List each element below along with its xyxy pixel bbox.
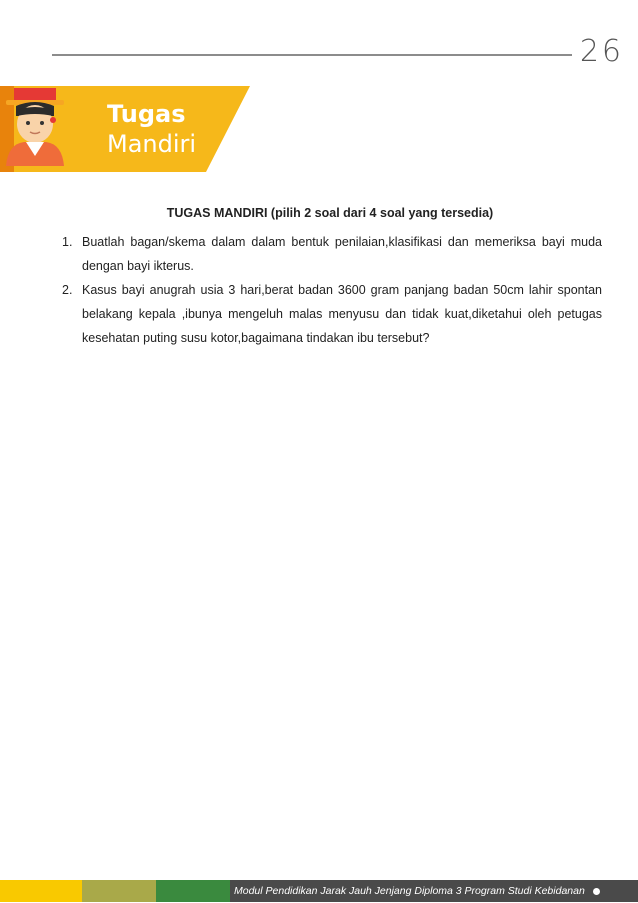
page-number: 26	[579, 34, 624, 69]
section-banner	[0, 86, 260, 176]
task-text: Buatlah bagan/skema dalam dalam bentuk penilaian,klasifikasi dan memeriksa bayi muda dengan bayi ikterus.	[82, 235, 602, 273]
banner-subtitle: Mandiri	[107, 130, 197, 158]
footer-segment-olive	[82, 880, 156, 902]
task-text: Kasus bayi anugrah usia 3 hari,berat badan 3600 gram panjang badan 50cm lahir spontan belakang kepala ,ibunya mengeluh malas menyusu dan tidak kuat,diketahui oleh petugas kesehatan puting susu kotor,bagaimana tindakan ibu tersebut?	[82, 283, 602, 345]
top-rule	[52, 54, 572, 56]
assignment-heading: TUGAS MANDIRI (pilih 2 soal dari 4 soal yang tersedia)	[166, 206, 494, 220]
task-number: 1.	[62, 235, 73, 249]
footer-segment-yellow	[0, 880, 82, 902]
banner-title: Tugas	[107, 100, 186, 128]
footer-segment-green	[156, 880, 230, 902]
footer-dot-icon	[593, 888, 600, 895]
footer-bar	[0, 880, 638, 902]
teacher-avatar-icon	[0, 86, 70, 166]
task-list	[62, 230, 602, 350]
footer-text: Modul Pendidikan Jarak Jauh Jenjang Diploma 3 Program Studi Kebidanan	[234, 885, 585, 897]
task-number: 2.	[62, 283, 73, 297]
task-item-2	[62, 278, 602, 350]
task-item-1	[62, 230, 602, 278]
